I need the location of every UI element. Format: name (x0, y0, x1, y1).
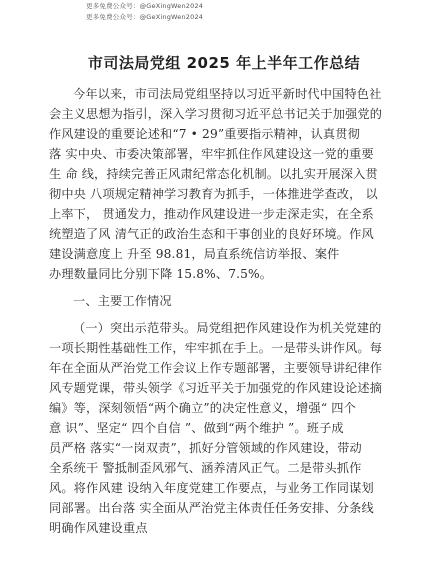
paragraph-line: 办理数量同比分别下降 15.8%、7.5%。 (49, 267, 273, 281)
paragraph-line: 明确作风建设重点 (49, 521, 148, 535)
paragraph-line: 统塑造了风 清气正的政治生态和干事创业的良好环境。作风 (49, 227, 374, 241)
paragraph-line: （一）突出示范带头。局党组把作风建设作为机关党建的 (73, 321, 382, 335)
paragraph-line: 年在全面从严治党工作会议上作专题部署，主要领导讲纪律作 (49, 361, 383, 375)
paragraph-line: 作风建设的重要论述和“7 • 29”重要指示精神，认真贯彻 (49, 127, 360, 141)
section-heading: 一、主要工作情况 (73, 294, 172, 308)
paragraph-line: 生 命 线，持续完善正风肃纪常态化机制。以扎实开展深入贯 (49, 167, 378, 181)
paragraph-line: 建设满意度上 升至 98.81，局直系统信访举报、案件 (49, 247, 340, 261)
paragraph-line: 编》等，深刻领悟“两个确立”的决定性意义，增强“ 四个 (49, 401, 356, 415)
watermark-line: 更多免费公众号：@GeXingWen2024 (86, 2, 204, 10)
paragraph-line: 风。将作风建 设纳入年度党建工作要点，与业务工作同谋划 (49, 481, 374, 495)
paragraph-line: 今年以来，市司法局党组坚持以习近平新时代中国特色社 (73, 87, 382, 101)
document-title: 市司法局党组 2025 年上半年工作总结 (87, 54, 361, 72)
paragraph-line: 意 识”、坚定“ 四个自信 ”、做到“两个维护 ”。班子成 (49, 421, 344, 435)
paragraph-line: 彻中央 八项规定精神学习教育为抓手，一体推进学查改， 以 (49, 187, 378, 201)
paragraph-line: 上率下， 贯通发力，推动作风建设进一步走深走实，在全系 (49, 207, 374, 221)
paragraph-line: 风专题党课，带头领学《习近平关于加强党的作风建设论述摘 (49, 381, 383, 395)
paragraph-line: 会主义思想为指引，深入学习贯彻习近平总书记关于加强党的 (49, 107, 383, 121)
paragraph-line: 全系统干 警抵制歪风邪气、涵养清风正气。二是带头抓作 (49, 461, 362, 475)
paragraph-line: 一项长期性基础性工作，牢牢抓在手上。一是带头讲作风。每 (49, 341, 383, 355)
paragraph-line: 员严格 落实“一岗双责”，抓好分管领域的作风建设，带动 (49, 441, 362, 455)
paragraph-line: 落 实中央、市委决策部署，牢牢抓住作风建设这一党的重要 (49, 147, 374, 161)
paragraph-line: 同部署。出台落 实全面从严治党主体责任任务安排、分条线 (49, 501, 374, 515)
watermark-line: 更多免费公众号：@GeXingWen2024 (86, 13, 204, 21)
